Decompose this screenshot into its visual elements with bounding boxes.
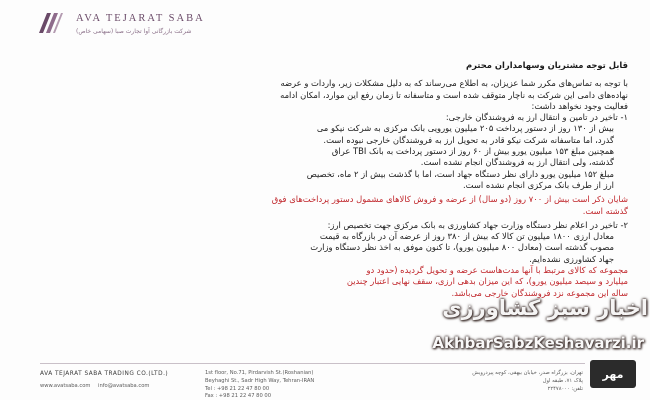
footer-address-line: 1st floor, No.71, Pirdarvish St.(Roshanian)	[205, 370, 314, 376]
section-1-item: ارز از طرف بانک مرکزی انجام نشده است.	[463, 179, 614, 190]
section-1-title: ۱- تاخیر در تامین و انتقال ارز به فروشندگان خارجی:	[445, 112, 628, 123]
closing-red-line: میلیارد و سیصد میلیون یورو)، که این میزان بدهی ارزی، سقف نهایی اعتبار چندین	[346, 276, 628, 287]
intro-line: با توجه به تماس‌های مکرر شما عزیزان، به اطلاع می‌رساند که به دلیل مشکلات زیر، واردات و عرضه	[280, 78, 628, 89]
letter-title: قابل توجه مشتریان وسهامداران محترم	[465, 60, 628, 70]
letter-footer	[0, 363, 650, 400]
closing-red-line: مجموعه که کالای مرتبط با آنها مدت‌هاست عرضه و تحویل گردیده (حدود دو	[366, 265, 628, 276]
closing-red-line: ساله این مجموعه نزد فروشندگان خارجی می‌باشد.	[451, 287, 628, 298]
footer-company-name: AVA TEJARAT SABA TRADING CO.(LTD.)	[40, 371, 169, 377]
watermark-site-url: AkhbarSabzKeshavarzi.ir	[432, 334, 644, 352]
section-2-title: ۲- تاخیر در اعلام نظر دستگاه وزارت جهاد کشاورزی به بانک مرکزی جهت تخصیص ارز:	[327, 219, 628, 230]
stamp-label: مهر	[602, 367, 624, 381]
red-note-line: گذشته است.	[582, 205, 628, 216]
watermark-site-name: اخبار سبز کشاورزی	[442, 296, 648, 320]
section-1-item: گذشته، ولی انتقال ارز به فروشندگان انجام نشده است.	[420, 157, 614, 168]
intro-line: فعالیت وجود نخواهد داشت:	[531, 100, 628, 111]
letter-body	[40, 60, 628, 299]
footer-website: www.avatsaba.com	[40, 383, 91, 389]
section-1-item: گذرد، اما متاسفانه شرکت نیکو قادر به تحویل ارز به فروشندگان خارجی نبوده است.	[323, 134, 614, 145]
footer-persian-phone: تلفن: ۲۲۴۷۸۰۰۰	[547, 386, 583, 392]
footer-fax: Fax : +98 21 22 47 80 00	[205, 393, 271, 399]
footer-persian-address: پلاک ۷۱، طبقه اول	[542, 378, 583, 384]
footer-phone: Tel : +98 21 22 47 80 00	[205, 386, 270, 392]
footer-address-line: Beyhaghi St., Sadr High Way, Tehran-IRAN	[205, 378, 315, 384]
section-2-item: مصوب گذشته است (معادل ۸۰۰ میلیون یورو)، تا کنون موفق به اخذ نظر دستگاه وزارت	[310, 242, 614, 253]
footer-email: info@avatsaba.com	[98, 383, 150, 389]
section-1-item: بیش از ۱۳۰ روز از دستور پرداخت ۲۰۵ میلیون یورویی بانک مرکزی به شرکت نیکو می	[316, 123, 614, 134]
company-name-persian: شرکت بازرگانی آوا تجارت صبا (سهامی خاص)	[76, 28, 192, 35]
section-2-item: معادل ارزی ۱۸۰۰ میلیون تن کالا که بیش از ۳۸۰ روز از عرضه آن در بازرگاه به قیمت	[319, 231, 614, 242]
letterhead	[0, 0, 650, 46]
footer-divider	[40, 363, 585, 364]
footer-persian-address: تهران، بزرگراه صدر، خیابان بیهقی، کوچه پیردرویش	[472, 370, 583, 376]
section-1-item: همچنین مبلغ ۱۵۳ میلیون یورو بیش از ۶۰ روز از دستور پرداخت به بانک TBI عراق	[331, 146, 614, 157]
red-note-line: شایان ذکر است بیش از ۷۰۰ روز (دو سال) از عرضه و فروش کالاهای مشمول دستور پرداخت‌های فوق	[271, 194, 628, 205]
company-logo	[38, 12, 64, 34]
intro-line: نهاده‌های دامی این شرکت به ناچار متوقف شده است و متاسفانه تا زمان رفع این موارد، امکان ادامه	[280, 89, 628, 100]
company-name: AVA TEJARAT SABA	[76, 13, 205, 24]
section-2-item: جهاد کشاورزی نشده‌ایم.	[529, 253, 614, 264]
section-1-item: مبلغ ۱۵۲ میلیون یورو دارای نظر دستگاه جهاد است، اما با گذشت بیش از ۲ ماه، تخصیص	[306, 168, 614, 179]
